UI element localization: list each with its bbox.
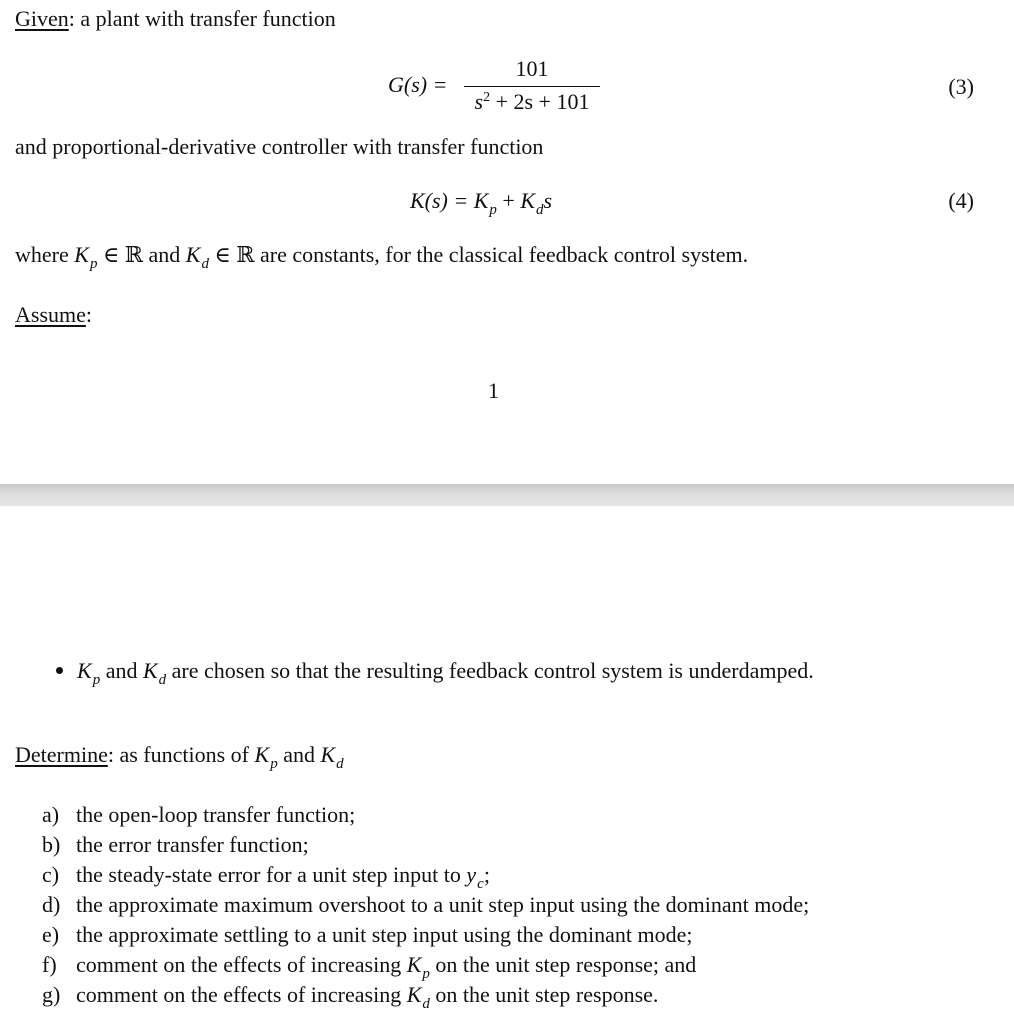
eq4-number: (4) xyxy=(948,188,974,213)
page-divider xyxy=(0,484,1014,506)
eq3-numerator: 101 xyxy=(515,56,549,81)
determine-line: Determine: as functions of $K_p$ and $K_d$ xyxy=(15,742,344,772)
list-item-e: e) the approximate settling to a unit step input using the dominant mode; xyxy=(42,922,693,947)
given-text: : a plant with transfer function xyxy=(68,6,336,31)
assume-line: Assume: xyxy=(15,302,93,327)
determine-label: Determine xyxy=(15,742,108,767)
list-item-f: f) comment on the effects of increasing $K_p$ on the unit step response; and xyxy=(42,952,697,982)
eq3-lhs: G(s) = xyxy=(388,72,448,97)
list-item-d: d) the approximate maximum overshoot to a unit step input using the dominant mode; xyxy=(42,892,810,917)
eq3-number: (3) xyxy=(948,74,974,99)
eq3-fraction-bar xyxy=(464,86,600,87)
list-item-g: g) comment on the effects of increasing $K_d$ on the unit step response. xyxy=(42,982,659,1012)
bullet-dot-icon xyxy=(56,667,63,674)
list-item-b: b) the error transfer function; xyxy=(42,832,309,857)
controller-text: and proportional-derivative controller with transfer function xyxy=(15,134,544,159)
given-line xyxy=(15,6,336,32)
bullet-item: $K_p$ and $K_d$ are chosen so that the resulting feedback control system is underdamped. xyxy=(56,658,814,684)
given-label: Given xyxy=(15,6,69,31)
page-number: 1 xyxy=(488,378,499,403)
list-item-a: a) the open-loop transfer function; xyxy=(42,802,356,827)
eq3-fraction xyxy=(464,56,600,115)
assume-label: Assume xyxy=(15,302,86,327)
eq4: $K(s) = K_p + K_ds$ xyxy=(410,188,553,218)
list-item-c: c) the steady-state error for a unit step input to $y_c$; xyxy=(42,862,490,892)
where-line: where $K_p$ ∈ ℝ and $K_d$ ∈ ℝ are constants, for the classical feedback control system. xyxy=(15,242,749,272)
eq3-denominator: $s^2 + 2s + 101$ xyxy=(474,89,590,114)
